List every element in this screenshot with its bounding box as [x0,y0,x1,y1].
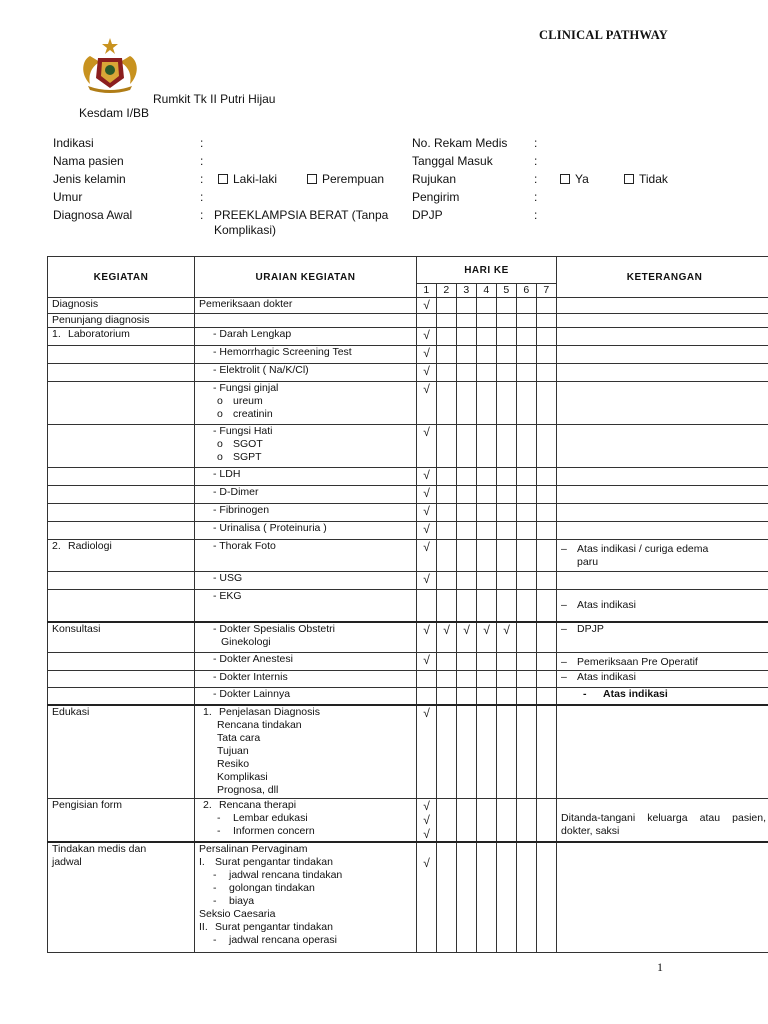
kegiatan-cell: Edukasi [48,705,195,799]
table-row [48,799,768,843]
day-6: 6 [517,284,537,298]
option-tidak[interactable]: Tidak [624,170,668,188]
uraian-cell: - Dokter Lainnya [195,688,417,705]
colon: : [200,136,204,150]
day-5: 5 [497,284,517,298]
diagnosa-awal-value-2: Komplikasi) [214,223,277,237]
colon: : [534,172,538,186]
checkbox-icon[interactable] [560,174,570,184]
day-1: 1 [417,284,437,298]
uraian-cell: - Fungsi Hati o SGOT o SGPT [195,425,417,468]
label-rujukan: Rujukan [412,172,457,186]
label-jenis-kelamin: Jenis kelamin [53,172,126,186]
option-ya[interactable]: Ya [560,170,589,188]
uraian-cell: - Hemorrhagic Screening Test [195,346,417,364]
diagnosa-awal-value: PREEKLAMPSIA BERAT (Tanpa [214,208,389,222]
label-nama-pasien: Nama pasien [53,154,124,168]
colon: : [534,154,538,168]
table-row [48,468,768,486]
uraian-cell: - Fungsi ginjal o ureum o creatinin [195,382,417,425]
table-row [48,842,768,952]
page-number: 1 [657,960,663,974]
keterangan-cell: – Atas indikasi [557,590,768,622]
document-title: CLINICAL PATHWAY [539,28,669,42]
header-hari-ke: HARI KE [417,257,557,284]
check-mark: √ [417,653,437,671]
hospital-name: Rumkit Tk II Putri Hijau [153,92,276,106]
table-row [48,688,768,705]
table-row [48,590,768,622]
label-umur: Umur [53,190,83,204]
uraian-cell: - Dokter Internis [195,671,417,688]
check-mark: √ √ √ [417,799,437,843]
uraian-cell: - Dokter Anestesi [195,653,417,671]
check-mark: √ [417,468,437,486]
kegiatan-cell: Pengisian form [48,799,195,843]
keterangan-cell: – DPJP [557,622,768,653]
keterangan-cell: – Atas indikasi [557,671,768,688]
day-7: 7 [537,284,557,298]
table-row [48,382,768,425]
keterangan-cell: – Pemeriksaan Pre Operatif [557,653,768,671]
check-mark: √ [417,298,437,314]
keterangan-cell: – Atas indikasi / curiga edema paru [557,540,768,572]
table-row [48,705,768,799]
table-row [48,425,768,468]
label-indikasi: Indikasi [53,136,94,150]
checkbox-icon[interactable] [307,174,317,184]
colon: : [200,154,204,168]
check-mark: √ [417,364,437,382]
check-mark: √ [477,622,497,653]
check-mark: √ [417,328,437,346]
day-3: 3 [457,284,477,298]
table-row [48,671,768,688]
check-mark: √ [417,504,437,522]
label-tanggal-masuk: Tanggal Masuk [412,154,493,168]
table-row [48,622,768,653]
clinical-pathway-table [47,256,768,953]
label-dpjp: DPJP [412,208,443,222]
kegiatan-cell: Konsultasi [48,622,195,653]
uraian-cell: - EKG [195,590,417,622]
day-4: 4 [477,284,497,298]
kegiatan-cell: 1. Laboratorium [48,328,195,346]
option-perempuan[interactable]: Perempuan [307,170,384,188]
table-row [48,504,768,522]
uraian-cell: 1. Penjelasan Diagnosis Rencana tindakan Tata cara Tujuan Resiko Komplikasi Prognosa, dll [195,705,417,799]
label-no-rekam-medis: No. Rekam Medis [412,136,508,150]
colon: : [200,172,204,186]
checkbox-icon[interactable] [624,174,634,184]
table-row [48,486,768,504]
keterangan-cell: Ditanda-tangani keluarga atau pasien, dokter, saksi [557,799,768,843]
colon: : [534,190,538,204]
header-kegiatan: KEGIATAN [48,257,195,298]
check-mark: √ [417,425,437,468]
military-emblem-icon [78,34,142,94]
table-row [48,298,768,314]
check-mark: √ [417,522,437,540]
check-mark: √ [417,486,437,504]
table-row [48,328,768,346]
uraian-cell: Persalinan Pervaginam I. Surat pengantar tindakan - jadwal rencana tindakan - golongan tindakan - biaya Seksio Caesaria II. Surat pengantar tindakan - jadwal rencana operasi [195,842,417,952]
uraian-cell: 2. Rencana therapi - Lembar edukasi - Informen concern [195,799,417,843]
label-diagnosa-awal: Diagnosa Awal [53,208,133,222]
check-mark: √ [417,842,437,952]
header-keterangan: KETERANGAN [557,257,768,298]
uraian-cell: - Urinalisa ( Proteinuria ) [195,522,417,540]
uraian-cell: - D-Dimer [195,486,417,504]
colon: : [534,208,538,222]
checkbox-icon[interactable] [218,174,228,184]
check-mark: √ [437,622,457,653]
colon: : [534,136,538,150]
check-mark: √ [417,382,437,425]
check-mark: √ [417,540,437,572]
kegiatan-cell: Penunjang diagnosis [48,314,195,328]
uraian-cell: - Dokter Spesialis Obstetri Ginekologi [195,622,417,653]
uraian-cell: - Thorak Foto [195,540,417,572]
check-mark: √ [417,346,437,364]
table-row [48,364,768,382]
table-row [48,653,768,671]
table-row [48,540,768,572]
kegiatan-cell: 2. Radiologi [48,540,195,572]
check-mark: √ [417,705,437,799]
header-uraian-kegiatan: URAIAN KEGIATAN [195,257,417,298]
check-mark: √ [417,572,437,590]
day-2: 2 [437,284,457,298]
kegiatan-cell: Diagnosis [48,298,195,314]
colon: : [200,208,204,222]
check-mark: √ [497,622,517,653]
hospital-unit: Kesdam I/BB [79,106,150,120]
keterangan-cell: - Atas indikasi [557,688,768,705]
table-row [48,346,768,364]
uraian-cell: - Darah Lengkap [195,328,417,346]
table-row [48,314,768,328]
uraian-cell: - Elektrolit ( Na/K/Cl) [195,364,417,382]
uraian-cell: - USG [195,572,417,590]
table-row [48,522,768,540]
option-laki-laki[interactable]: Laki-laki [218,170,277,188]
uraian-cell: Pemeriksaan dokter [195,298,417,314]
kegiatan-cell: Tindakan medis dan jadwal [48,842,195,952]
check-mark: √ [417,622,437,653]
check-mark: √ [457,622,477,653]
uraian-cell: - Fibrinogen [195,504,417,522]
table-row [48,572,768,590]
colon: : [200,190,204,204]
uraian-cell: - LDH [195,468,417,486]
label-pengirim: Pengirim [412,190,460,204]
